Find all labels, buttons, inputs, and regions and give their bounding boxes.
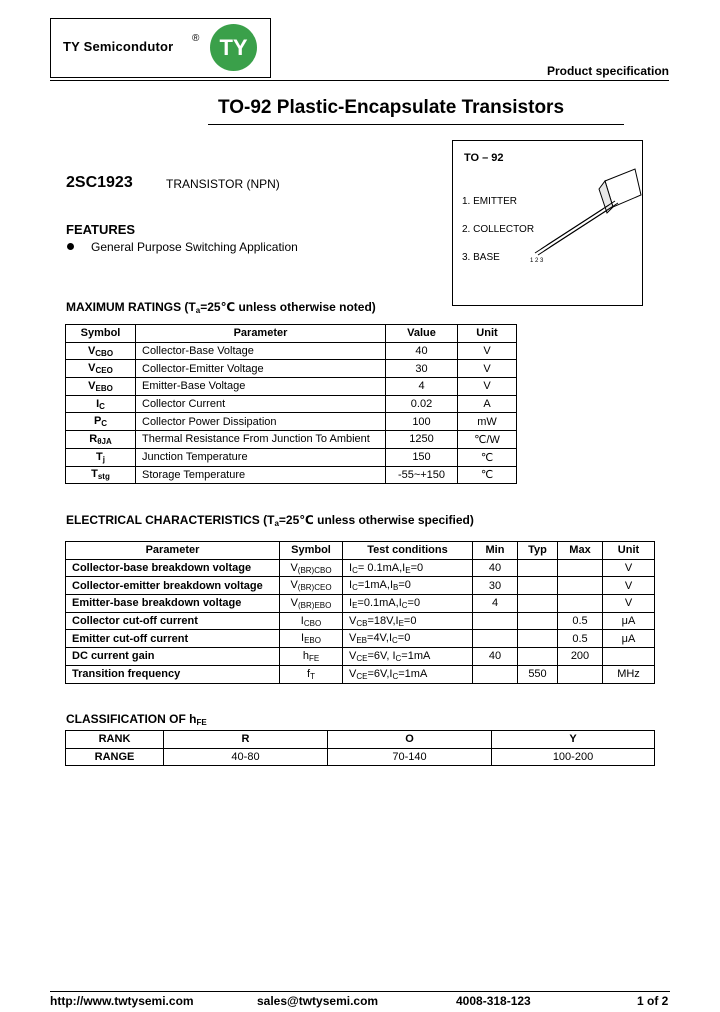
max-ratings-table [65,324,517,484]
typ-cell [518,577,558,595]
condition-text: $V_{CE}=6V,I_C=1mA$ [349,667,428,681]
unit-cell: μA [603,630,655,648]
page-number: 1 of 2 [637,994,669,1008]
unit-cell: V [603,577,655,595]
typ-cell [518,559,558,577]
min-cell: 4 [473,595,518,613]
symbol-cell: $V_{(BR)EBO}$ [280,595,343,613]
max-cell [558,595,603,613]
typ-cell [518,612,558,630]
symbol-cell: $I_C$ [66,395,136,413]
unit-cell: ℃ [458,448,517,466]
unit-cell: ℃ [458,466,517,484]
table-row [66,665,655,683]
page-title: TO-92 Plastic-Encapsulate Transistors [218,97,565,118]
max-cell [558,559,603,577]
table-row [66,395,517,413]
footer-url-link[interactable]: http://www.twtysemi.com [50,994,194,1008]
typ-cell [518,595,558,613]
brand-name: TY Semicondutor [63,39,174,54]
col-value: Value [386,325,458,343]
range-o: 70-140 [328,748,492,766]
condition-cell [343,559,473,577]
min-cell: 30 [473,577,518,595]
max-cell: 0.5 [558,630,603,648]
feature-item: General Purpose Switching Application [91,240,298,254]
typ-cell [518,630,558,648]
range-r: 40-80 [164,748,328,766]
max-cell [558,665,603,683]
footer-divider [50,991,670,992]
symbol-cell: $T_{stg}$ [66,466,136,484]
parameter-cell: Emitter-base breakdown voltage [66,595,280,613]
unit-cell: V [603,595,655,613]
col-symbol: Symbol [66,325,136,343]
symbol-cell: $V_{CBO}$ [66,342,136,360]
symbol-cell: $P_C$ [66,413,136,431]
col-parameter: Parameter [136,325,386,343]
symbol-cell: $V_{EBO}$ [66,378,136,396]
min-cell [473,630,518,648]
parameter-cell: Collector-Base Voltage [136,342,386,360]
parameter-cell: Storage Temperature [136,466,386,484]
bullet-icon [67,243,74,250]
table-row [66,612,655,630]
parameter-cell: Collector-Emitter Voltage [136,360,386,378]
rank-y: Y [492,731,655,749]
table-header-row [66,325,517,343]
pin-label-emitter: 1. EMITTER [462,196,518,207]
max-ratings-heading: MAXIMUM RATINGS ($T_a=25℃$ unless otherwise noted) [66,300,376,315]
min-cell: 40 [473,648,518,666]
part-number: 2SC1923 [66,174,133,191]
unit-cell: μA [603,612,655,630]
parameter-cell: Collector Power Dissipation [136,413,386,431]
part-type: TRANSISTOR (NPN) [166,177,280,191]
col-min: Min [473,542,518,560]
features-heading: FEATURES [66,222,136,237]
symbol-cell: $V_{(BR)CBO}$ [280,559,343,577]
condition-text: $I_E=0.1mA,I_C=0$ [349,596,421,610]
table-row [66,748,655,766]
rank-o: O [328,731,492,749]
table-row [66,648,655,666]
value-cell: 4 [386,378,458,396]
table-row [66,595,655,613]
pin-label-base: 3. BASE [462,252,500,263]
symbol-cell: $f_T$ [280,665,343,683]
product-spec-label: Product specification [546,64,669,78]
unit-cell: A [458,395,517,413]
condition-cell [343,595,473,613]
unit-cell: V [603,559,655,577]
min-cell: 40 [473,559,518,577]
table-row [66,466,517,484]
parameter-cell: Emitter-Base Voltage [136,378,386,396]
symbol-cell: $V_{(BR)CEO}$ [280,577,343,595]
table-row [66,577,655,595]
parameter-cell: Collector-base breakdown voltage [66,559,280,577]
parameter-cell: Junction Temperature [136,448,386,466]
logo-text: TY [219,35,248,60]
title-underline [208,124,624,125]
table-row [66,559,655,577]
value-cell: 40 [386,342,458,360]
value-cell: 1250 [386,431,458,449]
symbol-cell: $h_{FE}$ [280,648,343,666]
table-row [66,431,517,449]
max-cell [558,577,603,595]
rank-label: RANK [66,731,164,749]
company-logo [210,24,257,71]
value-cell: -55~+150 [386,466,458,484]
col-unit: Unit [603,542,655,560]
classification-heading: CLASSIFICATION OF $h_{FE}$ [66,712,207,727]
table-row [66,378,517,396]
table-header-row [66,542,655,560]
condition-cell [343,648,473,666]
table-row [66,630,655,648]
unit-cell: MHz [603,665,655,683]
pin-numbers: 1 2 3 [530,258,544,264]
col-symbol: Symbol [280,542,343,560]
range-label: RANGE [66,748,164,766]
col-parameter: Parameter [66,542,280,560]
symbol-cell: $T_j$ [66,448,136,466]
header-divider [50,80,669,81]
parameter-cell: Collector cut-off current [66,612,280,630]
typ-cell [518,648,558,666]
electrical-table [65,541,655,684]
electrical-heading: ELECTRICAL CHARACTERISTICS ($T_a=25℃$ unless otherwise specified) [66,513,474,528]
classification-table [65,730,655,766]
rank-r: R [164,731,328,749]
value-cell: 30 [386,360,458,378]
table-row [66,360,517,378]
table-row [66,413,517,431]
parameter-cell: Thermal Resistance From Junction To Ambient [136,431,386,449]
unit-cell: V [458,342,517,360]
condition-text: $V_{EB}=4V,I_C=0$ [349,632,411,646]
footer-phone: 4008-318-123 [456,994,531,1008]
col-typ: Typ [518,542,558,560]
unit-cell: V [458,378,517,396]
condition-text: $V_{CB}=18V,I_E=0$ [349,614,417,628]
condition-cell [343,577,473,595]
registered-mark: ® [192,33,200,44]
condition-text: $I_C=1mA,I_B=0$ [349,579,411,593]
condition-text: $V_{CE}=6V$, $I_C=1mA$ [349,649,431,663]
table-row [66,342,517,360]
symbol-cell: $I_{EBO}$ [280,630,343,648]
unit-cell: V [458,360,517,378]
min-cell [473,612,518,630]
pin-label-collector: 2. COLLECTOR [462,224,535,235]
value-cell: 0.02 [386,395,458,413]
parameter-cell: Transition frequency [66,665,280,683]
value-cell: 150 [386,448,458,466]
col-max: Max [558,542,603,560]
col-test-conditions: Test conditions [343,542,473,560]
min-cell [473,665,518,683]
package-box [452,140,643,306]
value-cell: 100 [386,413,458,431]
table-row [66,448,517,466]
symbol-cell: $I_{CBO}$ [280,612,343,630]
parameter-cell: Collector Current [136,395,386,413]
range-y: 100-200 [492,748,655,766]
symbol-cell: $V_{CEO}$ [66,360,136,378]
condition-text: $I_C= 0.1mA,I_E=0$ [349,561,424,575]
condition-cell [343,630,473,648]
typ-cell: 550 [518,665,558,683]
max-cell: 200 [558,648,603,666]
unit-cell: ℃/W [458,431,517,449]
header-brand-box [50,18,271,78]
unit-cell [603,648,655,666]
table-header-row [66,731,655,749]
symbol-cell: $R_{\theta JA}$ [66,431,136,449]
condition-cell [343,612,473,630]
parameter-cell: Collector-emitter breakdown voltage [66,577,280,595]
condition-cell [343,665,473,683]
to92-package-drawing [523,161,643,271]
parameter-cell: DC current gain [66,648,280,666]
package-title: TO – 92 [464,152,504,164]
max-cell: 0.5 [558,612,603,630]
unit-cell: mW [458,413,517,431]
parameter-cell: Emitter cut-off current [66,630,280,648]
footer-email-link[interactable]: sales@twtysemi.com [257,994,379,1008]
col-unit: Unit [458,325,517,343]
